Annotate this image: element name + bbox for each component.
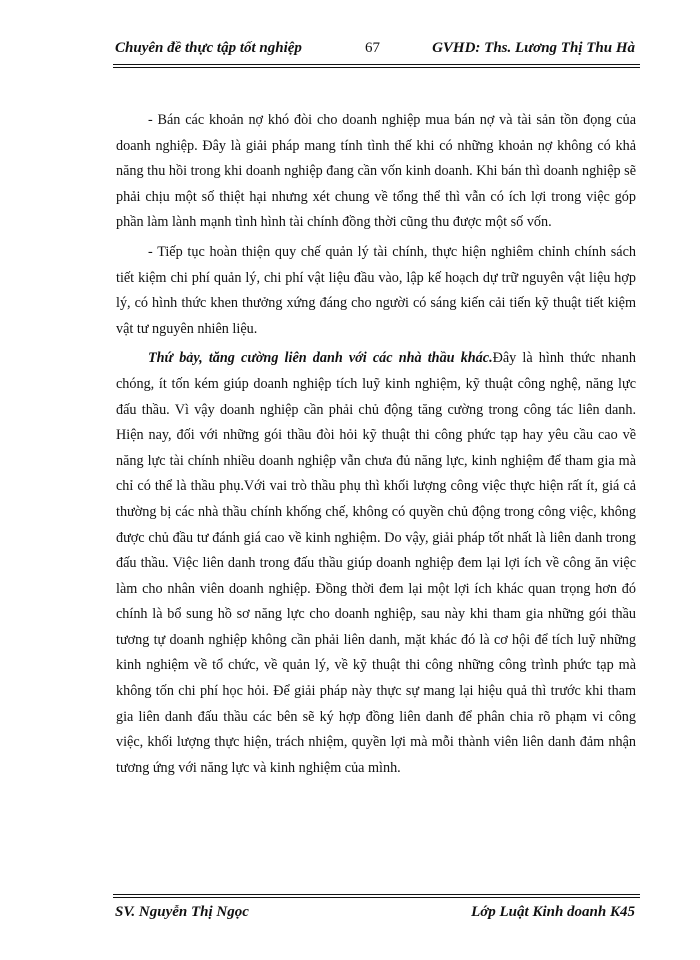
- page-body: [116, 108, 636, 781]
- page-header: [115, 38, 635, 62]
- header-divider: [113, 64, 640, 65]
- paragraph-joint-venture: [116, 346, 636, 781]
- document-title: Chuyên đề thực tập tốt nghiệp: [115, 40, 302, 56]
- advisor-name: GVHD: Ths. Lương Thị Thu Hà: [432, 40, 635, 56]
- paragraph-debt-sale: - Bán các khoản nợ khó đòi cho doanh nghiệp mua bán nợ và tài sản tồn đọng của doanh nghiệp. Đây là giải pháp mang tính tình thế khi có những khoản nợ không có khả năng thu hồi trong khi doanh nghiệp đang cần vốn kinh doanh. Khi bán thì doanh nghiệp sẽ phải chịu một số thiệt hại nhưng xét chung về tổng thể thì vẫn có ích lợi trong việc góp phần làm lành mạnh tình hình tài chính đồng thời cũng thu được một số vốn.: [116, 112, 636, 231]
- page-number: 67: [365, 40, 380, 56]
- section-lead-heading: Thứ bảy, tăng cường liên danh với các nhà thầu khác.: [148, 350, 493, 367]
- student-name: SV. Nguyễn Thị Ngọc: [115, 904, 249, 920]
- footer-divider: [113, 897, 640, 898]
- header-divider-thin: [113, 67, 640, 68]
- class-name: Lớp Luật Kinh doanh K45: [471, 904, 635, 920]
- paragraph-finance-regulation: - Tiếp tục hoàn thiện quy chế quản lý tài chính, thực hiện nghiêm chỉnh chính sách tiết kiệm chi phí quản lý, chi phí vật liệu đầu vào, lập kế hoạch dự trữ nguyên vật liệu hợp lý, có hình thức khen thưởng xứng đáng cho người có sáng kiến cải tiến kỹ thuật tiết kiệm vật tư nguyên nhiên liệu.: [116, 243, 636, 337]
- page-footer: [115, 902, 635, 926]
- footer-divider-thin: [113, 894, 640, 895]
- section-body-text: Đây là hình thức nhanh chóng, ít tốn kém giúp doanh nghiệp tích luỹ kinh nghiệm, kỹ thuật công nghệ, năng lực đấu thầu. Vì vậy doanh nghiệp cần phải chủ động tăng cường trong công tác liên danh. Hiện nay, đối với những gói thầu đòi hỏi kỹ thuật thi công phức tạp hay yêu cầu cao về năng lực tài chính nhiều doanh nghiệp vẫn chưa đủ năng lực, kinh nghiệm để tham gia mà chỉ có thể là thầu phụ.Với vai trò thầu phụ thì khối lượng công việc thực hiện rất ít, giá cả thường bị các nhà thầu chính khống chế, không có quyền chủ động trong công việc, không được chủ đầu tư đánh giá cao về kinh nghiệm. Do vậy, giải pháp tốt nhất là liên danh trong đấu thầu. Việc liên danh trong đấu thầu giúp doanh nghiệp đem lại lợi ích về công ăn việc làm cho nhân viên doanh nghiệp. Đồng thời đem lại một lợi ích khác quan trọng hơn đó chính là bổ sung hồ sơ năng lực cho doanh nghiệp, sau này khi tham gia những gói thầu tương tự doanh nghiệp không cần phải liên danh, mặt khác đó là cơ hội để tích luỹ những kinh nghiệm về tổ chức, về quản lý, về kỹ thuật thi công những công trình phức tạp mà không tốn chi phí học hỏi. Để giải pháp này thực sự mang lại hiệu quả thì trước khi tham gia liên danh đấu thầu các bên sẽ ký hợp đồng liên danh để phân chia rõ phạm vi công việc, khối lượng thực hiện, trách nhiệm, quyền lợi mà mỗi thành viên liên danh đảm nhận tương ứng với năng lực và kinh nghiệm của mình.: [116, 350, 636, 776]
